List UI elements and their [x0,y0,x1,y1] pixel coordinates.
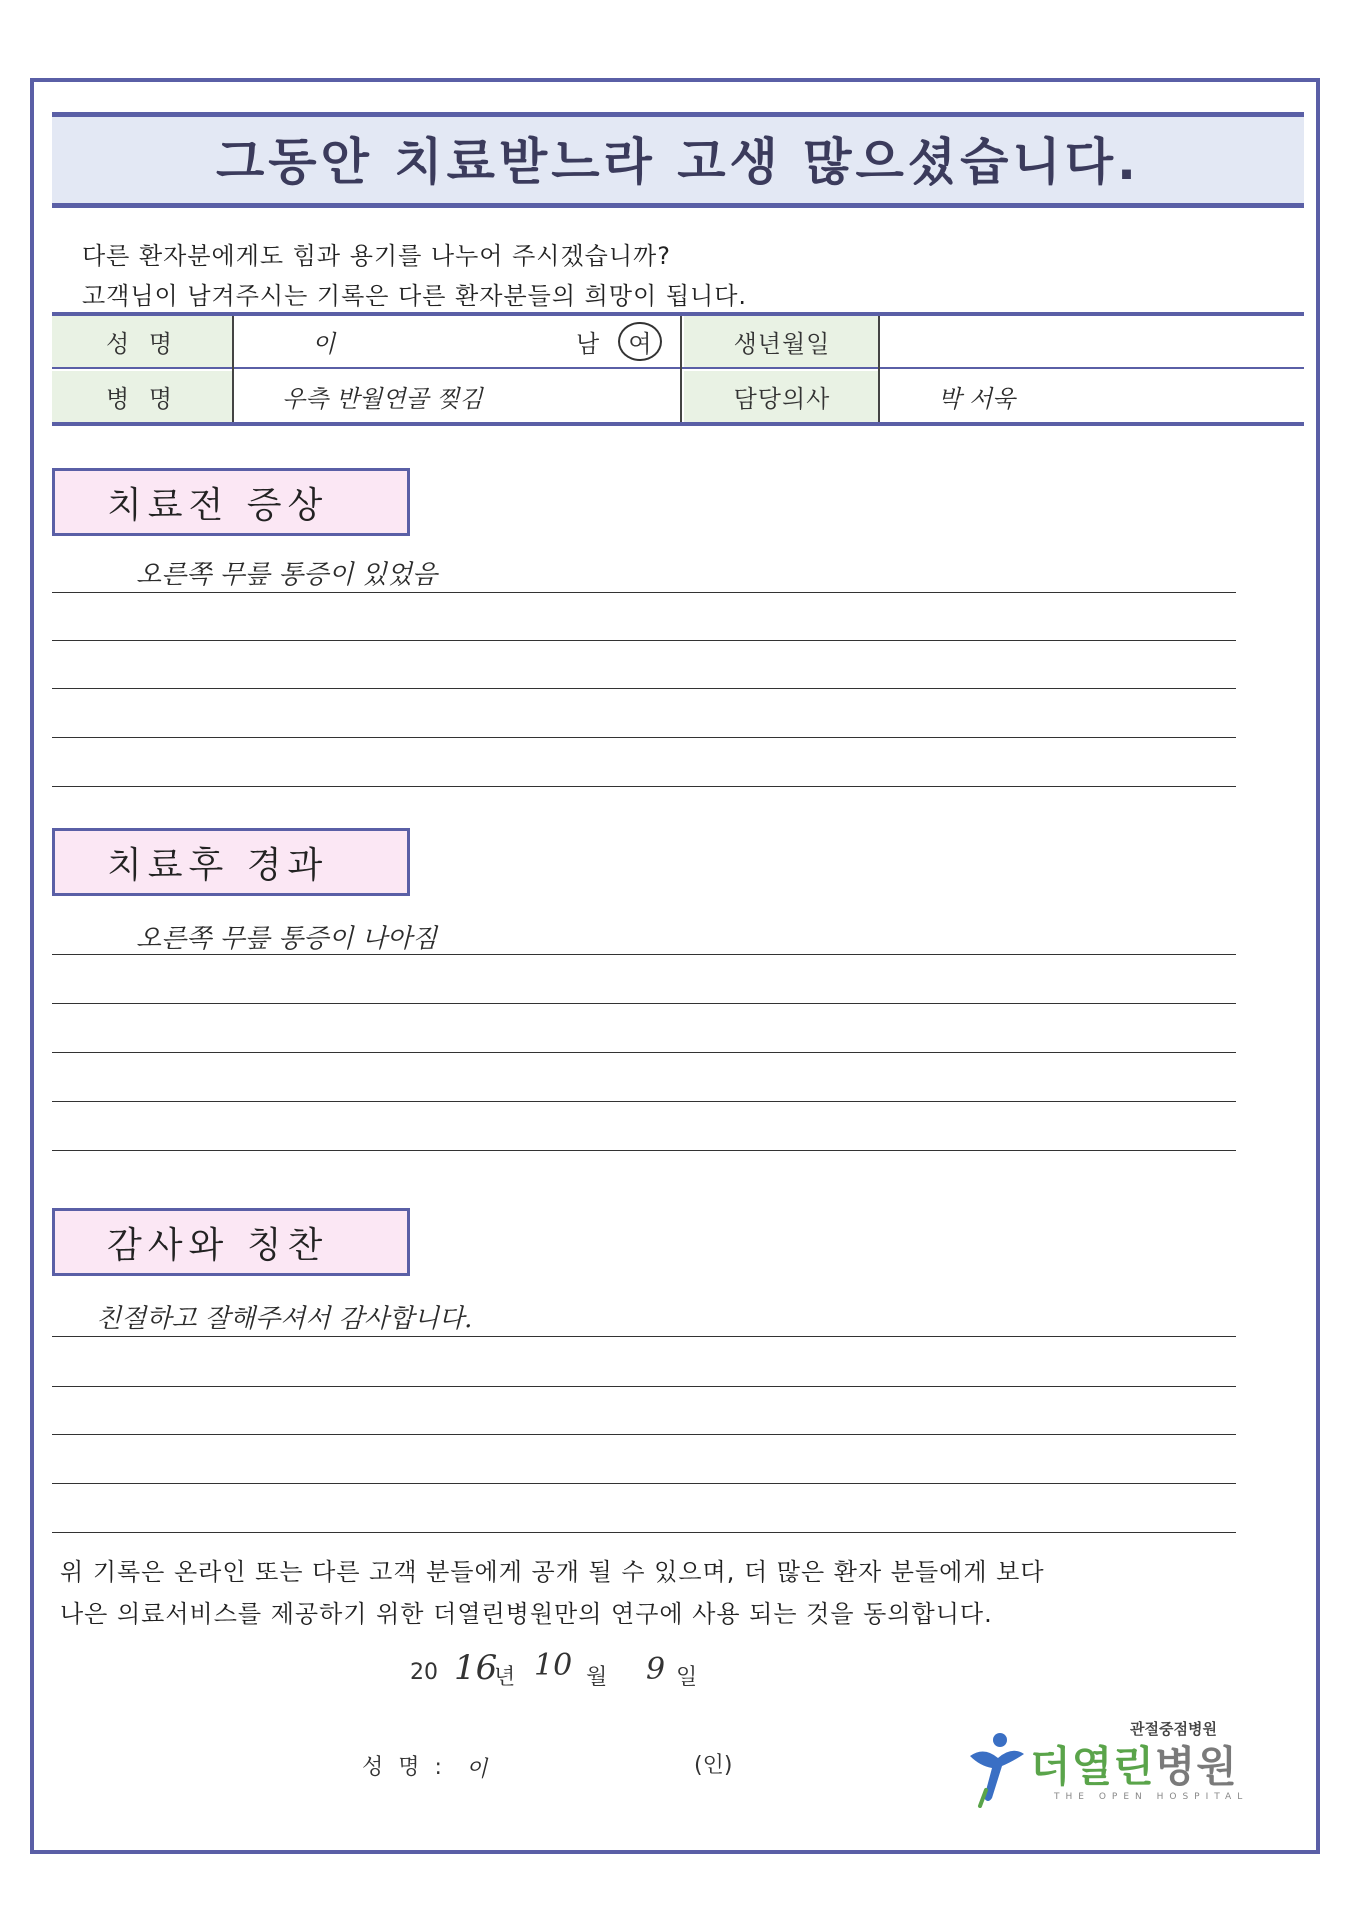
writing-line [52,640,1236,641]
doctor-value[interactable]: 박 서욱 [938,385,1016,413]
writing-line [52,1336,1236,1337]
section-before-title: 치료전 증상 [52,468,410,536]
hospital-logo-icon [962,1728,1028,1808]
name-value[interactable]: 이 [312,330,336,358]
disease-value[interactable]: 우측 반월연골 찢김 [282,385,483,413]
logo-name-part2: 병원 [1154,1742,1238,1791]
doctor-label: 담당의사 [684,371,880,422]
table-col-divider [680,316,682,422]
date-century: 20 [410,1660,438,1685]
patient-info-table [52,312,1304,426]
table-row-divider [52,367,1304,369]
date-month-unit: 월 [586,1665,608,1690]
after-text[interactable]: 오른쪽 무릎 통증이 나아짐 [136,924,438,954]
writing-line [52,688,1236,689]
date-year[interactable]: 16 [454,1648,498,1688]
section-thanks-title: 감사와 칭찬 [52,1208,410,1276]
page-title: 그동안 치료받느라 고생 많으셨습니다. [215,133,1140,191]
writing-line [52,954,1236,955]
date-day-unit: 일 [676,1665,698,1690]
writing-line [52,1150,1236,1151]
disease-label: 병 명 [52,371,232,422]
birth-value[interactable] [882,316,1302,367]
logo-name-part1: 더열린 [1030,1742,1155,1791]
writing-line [52,1386,1236,1387]
writing-line [52,1052,1236,1053]
hospital-logo-name [1030,1734,1238,1794]
signature-label: 성 명 : [362,1755,446,1780]
gender-female-label: 여 [618,322,661,361]
writing-line [52,592,1236,593]
section-after-title: 치료후 경과 [52,828,410,896]
writing-line [52,1434,1236,1435]
table-col-divider [878,316,880,422]
writing-line [52,1101,1236,1102]
logo-subtitle: 관절중점병원 [1130,1720,1217,1738]
signature-value[interactable]: 이 [466,1757,488,1782]
gender-male-label[interactable]: 남 [576,330,600,358]
writing-line [52,1532,1236,1533]
consent-line-1: 위 기록은 온라인 또는 다른 고객 분들에게 공개 될 수 있으며, 더 많은 환자 분들에게 보다 [60,1558,1045,1586]
thanks-text[interactable]: 친절하고 잘해주셔서 감사합니다. [96,1304,473,1334]
name-label: 성 명 [52,316,232,367]
writing-line [52,1483,1236,1484]
gender-female-option[interactable] [618,316,662,367]
date-year-unit: 년 [494,1665,516,1690]
before-text[interactable]: 오른쪽 무릎 통증이 있었음 [136,560,438,590]
intro-line-1: 다른 환자분에게도 힘과 용기를 나누어 주시겠습니까? [82,242,671,270]
birth-label: 생년월일 [684,316,880,367]
signature-seal: (인) [694,1753,733,1778]
table-col-divider [232,316,234,422]
consent-line-2: 나은 의료서비스를 제공하기 위한 더열린병원만의 연구에 사용 되는 것을 동의합니다. [60,1600,993,1628]
intro-line-2: 고객님이 남겨주시는 기록은 다른 환자분들의 희망이 됩니다. [82,282,748,310]
date-month[interactable]: 10 [534,1648,573,1683]
writing-line [52,786,1236,787]
writing-line [52,737,1236,738]
writing-line [52,1003,1236,1004]
logo-english: THE OPEN HOSPITAL [1054,1792,1249,1802]
date-day[interactable]: 9 [646,1652,666,1687]
